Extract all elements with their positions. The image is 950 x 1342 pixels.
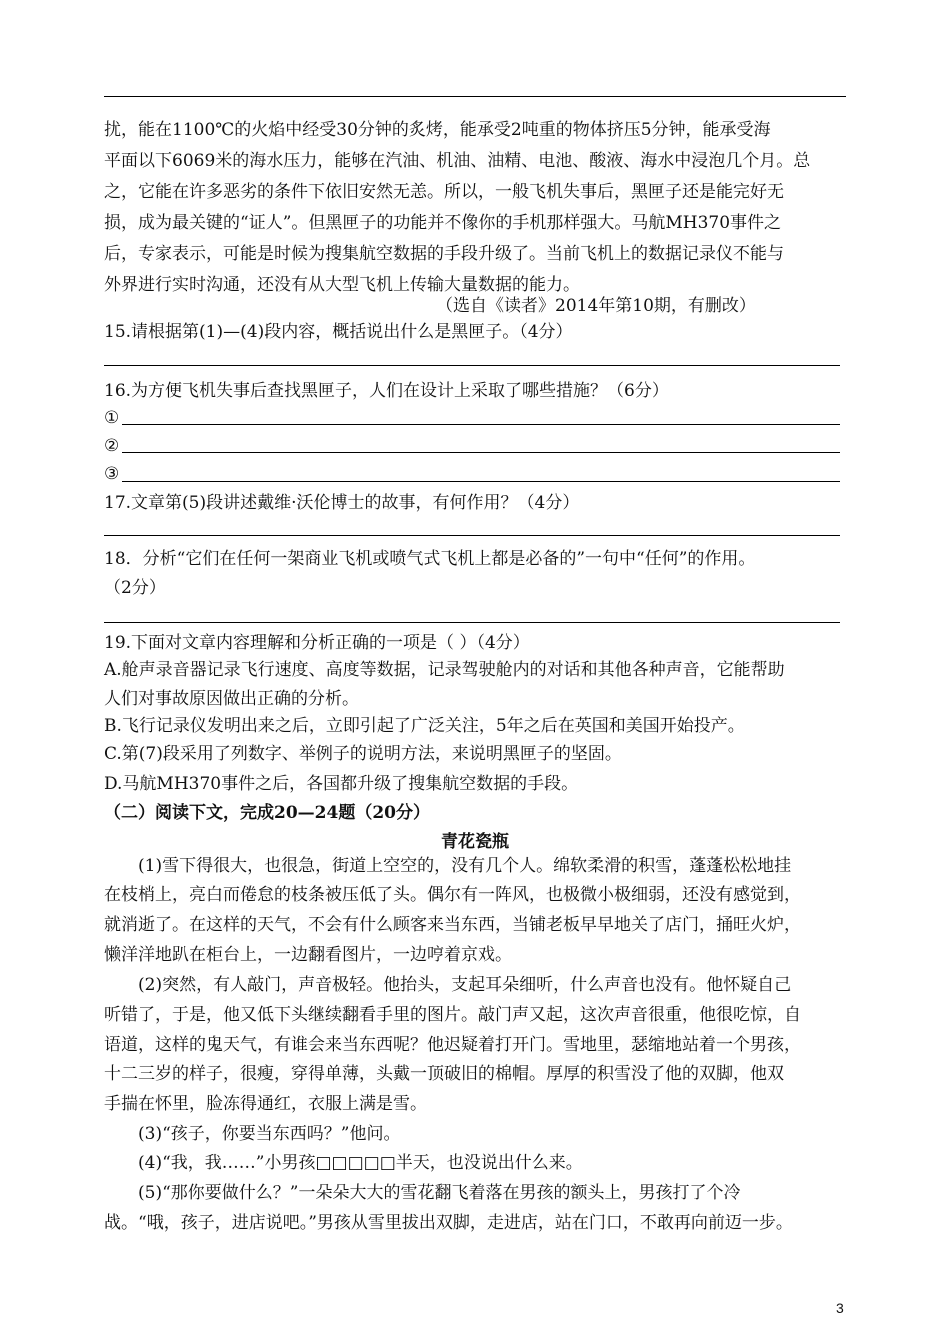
story-line: 手揣在怀里，脸冻得通红，衣服上满是雪。 [104,1094,427,1114]
option-a-cont: 人们对事故原因做出正确的分析。 [104,689,359,709]
story-line: 在枝梢上，亮白而倦怠的枝条被压低了头。偶尔有一阵风，也极微小极细弱，还没有感觉到， [104,885,801,905]
option-c[interactable]: C.第(7)段采用了列数字、举例子的说明方法，来说明黑匣子的坚固。 [104,744,622,764]
story-line: (1)雪下得很大，也很急，街道上空空的，没有几个人。绵软柔滑的积雪，蓬蓬松松地挂 [138,856,792,876]
article-line: 平面以下6069米的海水压力，能够在汽油、机油、油精、电池、酸液、海水中浸泡几个月。总 [104,151,811,171]
header-rule [104,96,846,97]
article-source: （选自《读者》2014年第10期，有删改） [436,296,756,316]
answer-marker-2: ② [104,436,120,456]
story-line: 就消逝了。在这样的天气，不会有什么顾客来当东西，当铺老板早早地关了店门，捅旺火炉， [104,915,801,935]
option-d[interactable]: D.马航MH370事件之后，各国都升级了搜集航空数据的手段。 [104,774,579,794]
question-18-score: （2分） [104,578,166,598]
article-line: 外界进行实时沟通，还没有从大型飞机上传输大量数据的能力。 [104,275,580,295]
question-18: 18．分析“它们在任何一架商业飞机或喷气式飞机上都是必备的”一句中“任何”的作用。 [104,549,756,569]
article-line: 扰，能在1100℃的火焰中经受30分钟的炙烤，能承受2吨重的物体挤压5分钟，能承受海 [104,120,771,140]
answer-line-16-3[interactable] [122,481,840,482]
story-line: 语道，这样的鬼天气，有谁会来当东西呢？他迟疑着打开门。雪地里，瑟缩地站着一个男孩， [104,1035,801,1055]
question-17: 17.文章第(5)段讲述戴维·沃伦博士的故事，有何作用？（4分） [104,493,580,513]
question-15: 15.请根据第(1)—(4)段内容，概括说出什么是黑匣子。（4分） [104,322,573,342]
answer-marker-3: ③ [104,464,120,484]
article-line: 之，它能在许多恶劣的条件下依旧安然无恙。所以，一般飞机失事后，黑匣子还是能完好无 [104,182,784,202]
article-line: 后，专家表示，可能是时候为搜集航空数据的手段升级了。当前飞机上的数据记录仪不能与 [104,244,784,264]
answer-line-18[interactable] [104,622,840,623]
question-16: 16.为方便飞机失事后查找黑匣子，人们在设计上采取了哪些措施？（6分） [104,381,669,401]
article-line: 损，成为最关键的“证人”。但黑匣子的功能并不像你的手机那样强大。马航MH370事件之 [104,213,782,233]
question-19: 19.下面对文章内容理解和分析正确的一项是（ ）（4分） [104,633,530,653]
story-line: (2)突然，有人敲门，声音极轻。他抬头，支起耳朵细听，什么声音也没有。他怀疑自己 [138,975,792,995]
story-line: (5)“那你要做什么？”一朵朵大大的雪花翻飞着落在男孩的额头上，男孩打了个冷 [138,1183,741,1203]
story-line: 懒洋洋地趴在柜台上，一边翻看图片，一边哼着京戏。 [104,945,512,965]
section-heading: （二）阅读下文，完成20—24题（20分） [104,803,430,823]
story-title: 青花瓷瓶 [441,832,509,852]
story-line: 战。“哦，孩子，进店说吧。”男孩从雪里拔出双脚，走进店，站在门口，不敢再向前迈一步。 [104,1213,793,1233]
answer-line-17[interactable] [104,535,840,536]
answer-marker-1: ① [104,408,120,428]
story-line: (3)“孩子，你要当东西吗？”他问。 [138,1124,401,1144]
option-a[interactable]: A.舱声录音器记录飞行速度、高度等数据，记录驾驶舱内的对话和其他各种声音，它能帮助 [104,660,785,680]
story-line: 听错了，于是，他又低下头继续翻看手里的图片。敲门声又起，这次声音很重，他很吃惊，自 [104,1005,801,1025]
story-line: 十二三岁的样子，很瘦，穿得单薄，头戴一顶破旧的棉帽。厚厚的积雪没了他的双脚，他双 [104,1064,784,1084]
answer-line-16-2[interactable] [122,452,840,453]
option-b[interactable]: B.飞行记录仪发明出来之后，立即引起了广泛关注，5年之后在英国和美国开始投产。 [104,716,745,736]
answer-line-15[interactable] [104,365,840,366]
answer-line-16-1[interactable] [122,424,840,425]
story-line: (4)“我，我……”小男孩□□□□□半天，也没说出什么来。 [138,1153,583,1173]
page-number: 3 [836,1300,844,1316]
